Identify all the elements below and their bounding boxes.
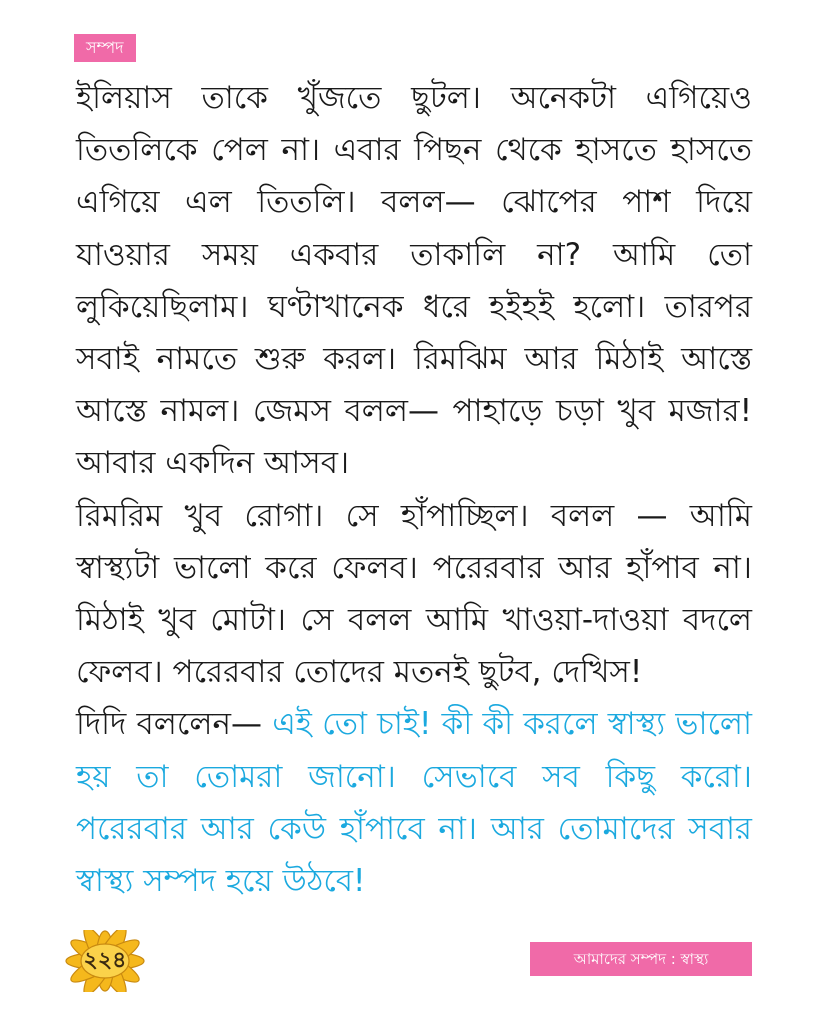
paragraph-1: ইলিয়াস তাকে খুঁজতে ছুটল। অনেকটা এগিয়েও তিতলিকে পেল না। এবার পিছন থেকে হাসতে হাসতে এগিয়ে এল তিতলি। বলল— ঝোপের পাশ দিয়ে যাওয়ার সময় একবার তাকালি না? আমি তো লুকিয়েছিলাম। ঘণ্টাখানেক ধরে হইহই হলো। তারপর সবাই নামতে শুরু করল। রিমঝিম আর মিঠাই আস্তে আস্তে নামল। জেমস বলল— পাহাড়ে চড়া খুব মজার! আবার একদিন আসব। <box>76 80 752 482</box>
section-tag: সম্পদ <box>74 34 136 62</box>
paragraph-3-lead: দিদি বললেন— <box>76 706 273 743</box>
paragraph-3 <box>76 698 752 907</box>
page-number: ২২৪ <box>83 948 127 973</box>
chapter-label: আমাদের সম্পদ : স্বাস্থ্য <box>530 942 752 976</box>
paragraph-3-highlight: এই তো চাই! কী কী করলে স্বাস্থ্য ভালো হয় তা তোমরা জানো। সেভাবে সব কিছু করো। পরেরবার আর কেউ হাঁপাবে না। আর তোমাদের সবার স্বাস্থ্য সম্পদ হয়ে উঠবে! <box>76 706 752 900</box>
body-text <box>76 72 752 907</box>
paragraph-2: রিমরিম খুব রোগা। সে হাঁপাচ্ছিল। বলল — আমি স্বাস্থ্যটা ভালো করে ফেলব। পরেরবার আর হাঁপাব না। মিঠাই খুব মোটা। সে বলল আমি খাওয়া-দাওয়া বদলে ফেলব। পরেরবার তোদের মতনই ছুটব, দেখিস! <box>76 497 752 691</box>
page-number-badge <box>64 930 146 992</box>
